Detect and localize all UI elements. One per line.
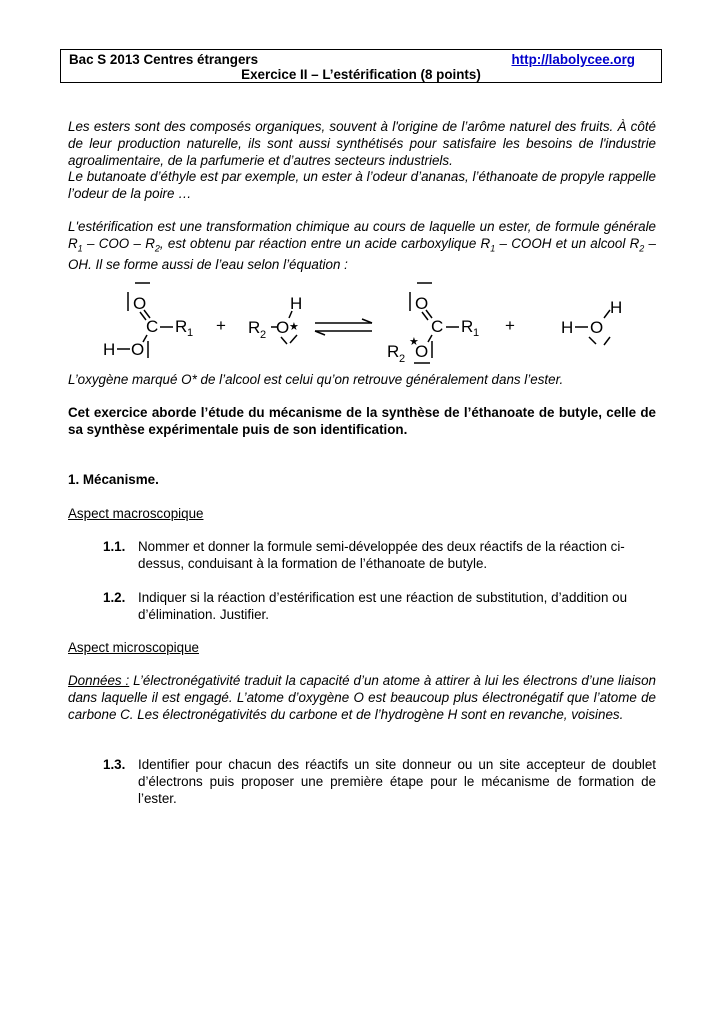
water-oxygen: O — [590, 318, 604, 337]
ester-r1: R — [461, 317, 474, 336]
ester-carbon: C — [431, 317, 444, 336]
exam-label: Bac S 2013 Centres étrangers — [69, 52, 259, 67]
question-1-1: 1.1. Nommer et donner la formule semi-développée des deux réactifs de la réaction ci-dessus, conduisant à la formation de l’éthanoate de butyle. — [103, 539, 625, 571]
donnees-paragraph: Données : L’électronégativité traduit la capacité d’un atome à attirer à lui les électrons d’une liaison dans laquelle il est engagé. L’atome d’oxygène O est beaucoup plus électronégatif que l’atome de carbone C. Les électronégativités du carbone et de l’hydrogène H sont en revanche, voisines. — [68, 673, 657, 722]
intro-paragraph-3: L'estérification est une transformation chimique au cours de laquelle un ester, de formule générale $R_1$ – COO – $R_2$, est obtenu par réaction entre un acide carboxylique $R_1$ – COOH et un alcool $R_2$ – OH. Il se forme aussi de l’eau selon l’équation : — [68, 219, 656, 273]
plus-sign-1: + — [216, 316, 226, 335]
plus-sign-2: + — [505, 316, 515, 335]
svg-text:2: 2 — [260, 329, 267, 341]
ester-oxygen: O — [415, 342, 429, 361]
star-mark-1: ★ — [289, 321, 299, 333]
svg-text:2: 2 — [399, 353, 406, 365]
star-mark-2: ★ — [409, 336, 419, 348]
water-hydrogen-1: H — [561, 318, 574, 337]
macro-heading: Aspect macroscopique — [68, 506, 204, 521]
alcohol-r2: R — [248, 318, 261, 337]
ester-r2: R — [387, 342, 400, 361]
section-1-title: 1. Mécanisme. — [68, 472, 159, 487]
ester-carbonyl-oxygen: O — [415, 294, 429, 313]
site-link[interactable]: http://labolycee.org — [511, 52, 635, 67]
question-1-2: 1.2. Indiquer si la réaction d’estérification est une réaction de substitution, d’addition ou d’élimination. Justifier. — [103, 590, 628, 622]
intro-paragraph-2: Le butanoate d’éthyle est par exemple, un ester à l’odeur d’ananas, l’éthanoate de propyle rappelle l’odeur de la poire … — [68, 169, 656, 201]
alcohol-oxygen: O — [276, 318, 290, 337]
esterification-equation — [0, 280, 724, 370]
svg-text:1: 1 — [187, 327, 194, 339]
acid-hydrogen: H — [103, 340, 116, 359]
oxygen-note: L’oxygène marqué O* de l’alcool est celui qu’on retrouve généralement dans l’ester. — [68, 372, 564, 387]
alcohol-hydrogen: H — [290, 294, 303, 313]
acid-carbonyl-oxygen: O — [133, 294, 147, 313]
micro-heading: Aspect microscopique — [68, 640, 199, 655]
svg-text:1: 1 — [473, 327, 480, 339]
exercise-aim: Cet exercice aborde l’étude du mécanisme de la synthèse de l’éthanoate de butyle, celle de sa synthèse expérimentale puis de son identification. — [68, 405, 656, 437]
acid-carbon: C — [146, 317, 159, 336]
header-box — [60, 49, 662, 83]
water-hydrogen-2: H — [610, 298, 623, 317]
question-1-3: 1.3. Identifier pour chacun des réactifs un site donneur ou un site accepteur de doublet d’électrons puis proposer une première étape pour le mécanisme de formation de l’ester. — [103, 757, 656, 806]
exercise-title: Exercice II – L’estérification (8 points) — [241, 67, 481, 82]
intro-paragraph-1: Les esters sont des composés organiques, souvent à l'origine de l’arôme naturel des fruits. À côté de leur production naturelle, ils sont aussi synthétisés pour satisfaire les besoins de l'industrie agroalimentaire, de la parfumerie et d’autres secteurs industriels. — [68, 119, 656, 168]
acid-r1: R — [175, 317, 188, 336]
acid-hydroxyl-oxygen: O — [131, 340, 145, 359]
